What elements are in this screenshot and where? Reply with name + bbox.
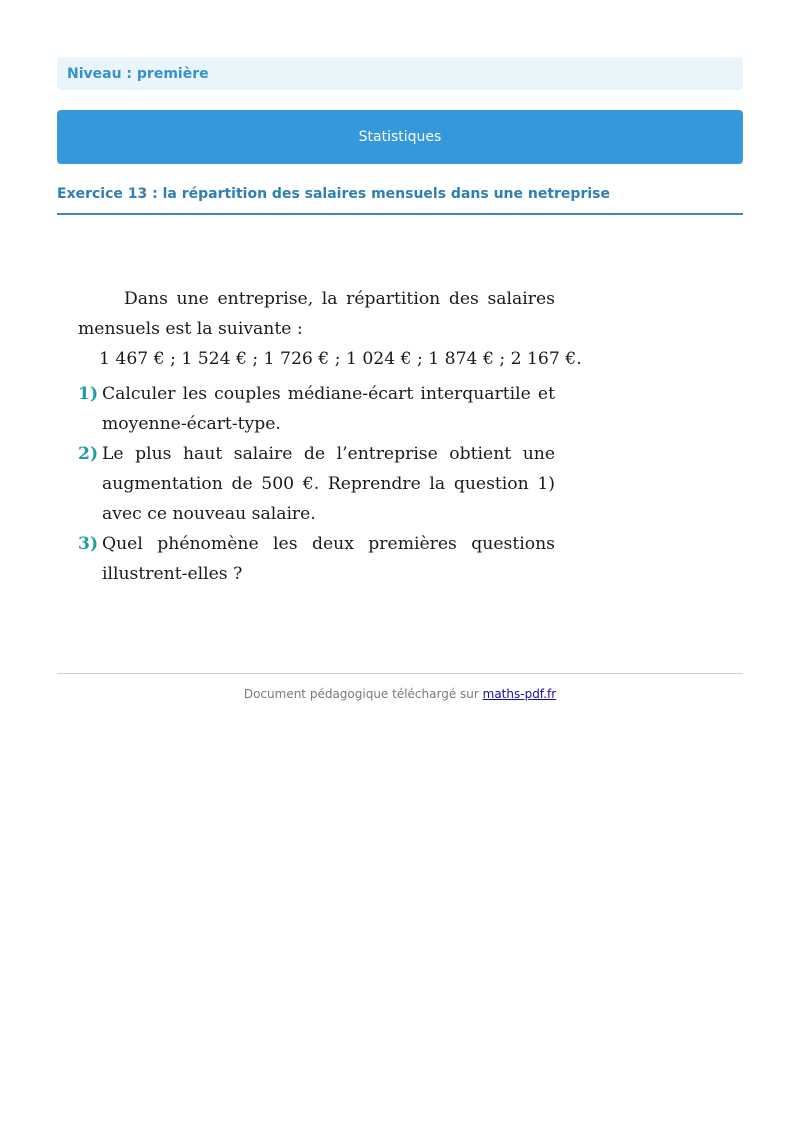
exercise-title-text: Exercice 13 : la répartition des salaires mensuels dans une netreprise: [57, 186, 610, 202]
footer-text: Document pédagogique téléchargé sur: [243, 687, 483, 701]
level-text: Niveau : première: [67, 65, 209, 82]
question-number: 1): [78, 384, 99, 404]
exercise-statement: [78, 284, 582, 589]
topic-banner: [57, 110, 743, 164]
question-number: 3): [78, 534, 99, 554]
question-text: Le plus haut salaire de l’entreprise obtient une augmentation de 500 €. Reprendre la question 1) avec ce nouveau salaire.: [102, 444, 555, 524]
topic-title: Statistiques: [358, 129, 442, 145]
exercise-title: [57, 186, 743, 215]
question-number: 2): [78, 444, 99, 464]
footer: [57, 687, 743, 701]
footer-link[interactable]: maths-pdf.fr: [482, 687, 557, 701]
question-1: [78, 379, 555, 439]
salary-values: 1 467 € ; 1 524 € ; 1 726 € ; 1 024 € ; 1 874 € ; 2 167 €.: [99, 349, 582, 369]
level-label: [57, 57, 743, 90]
question-text: Calculer les couples médiane-écart interquartile et moyenne-écart-type.: [102, 384, 555, 434]
question-3: [78, 529, 555, 589]
question-2: [78, 439, 555, 529]
footer-divider: [57, 673, 743, 674]
question-text: Quel phénomène les deux premières questions illustrent-elles ?: [102, 534, 555, 584]
statement-intro: Dans une entreprise, la répartition des salaires mensuels est la suivante :: [78, 289, 555, 339]
